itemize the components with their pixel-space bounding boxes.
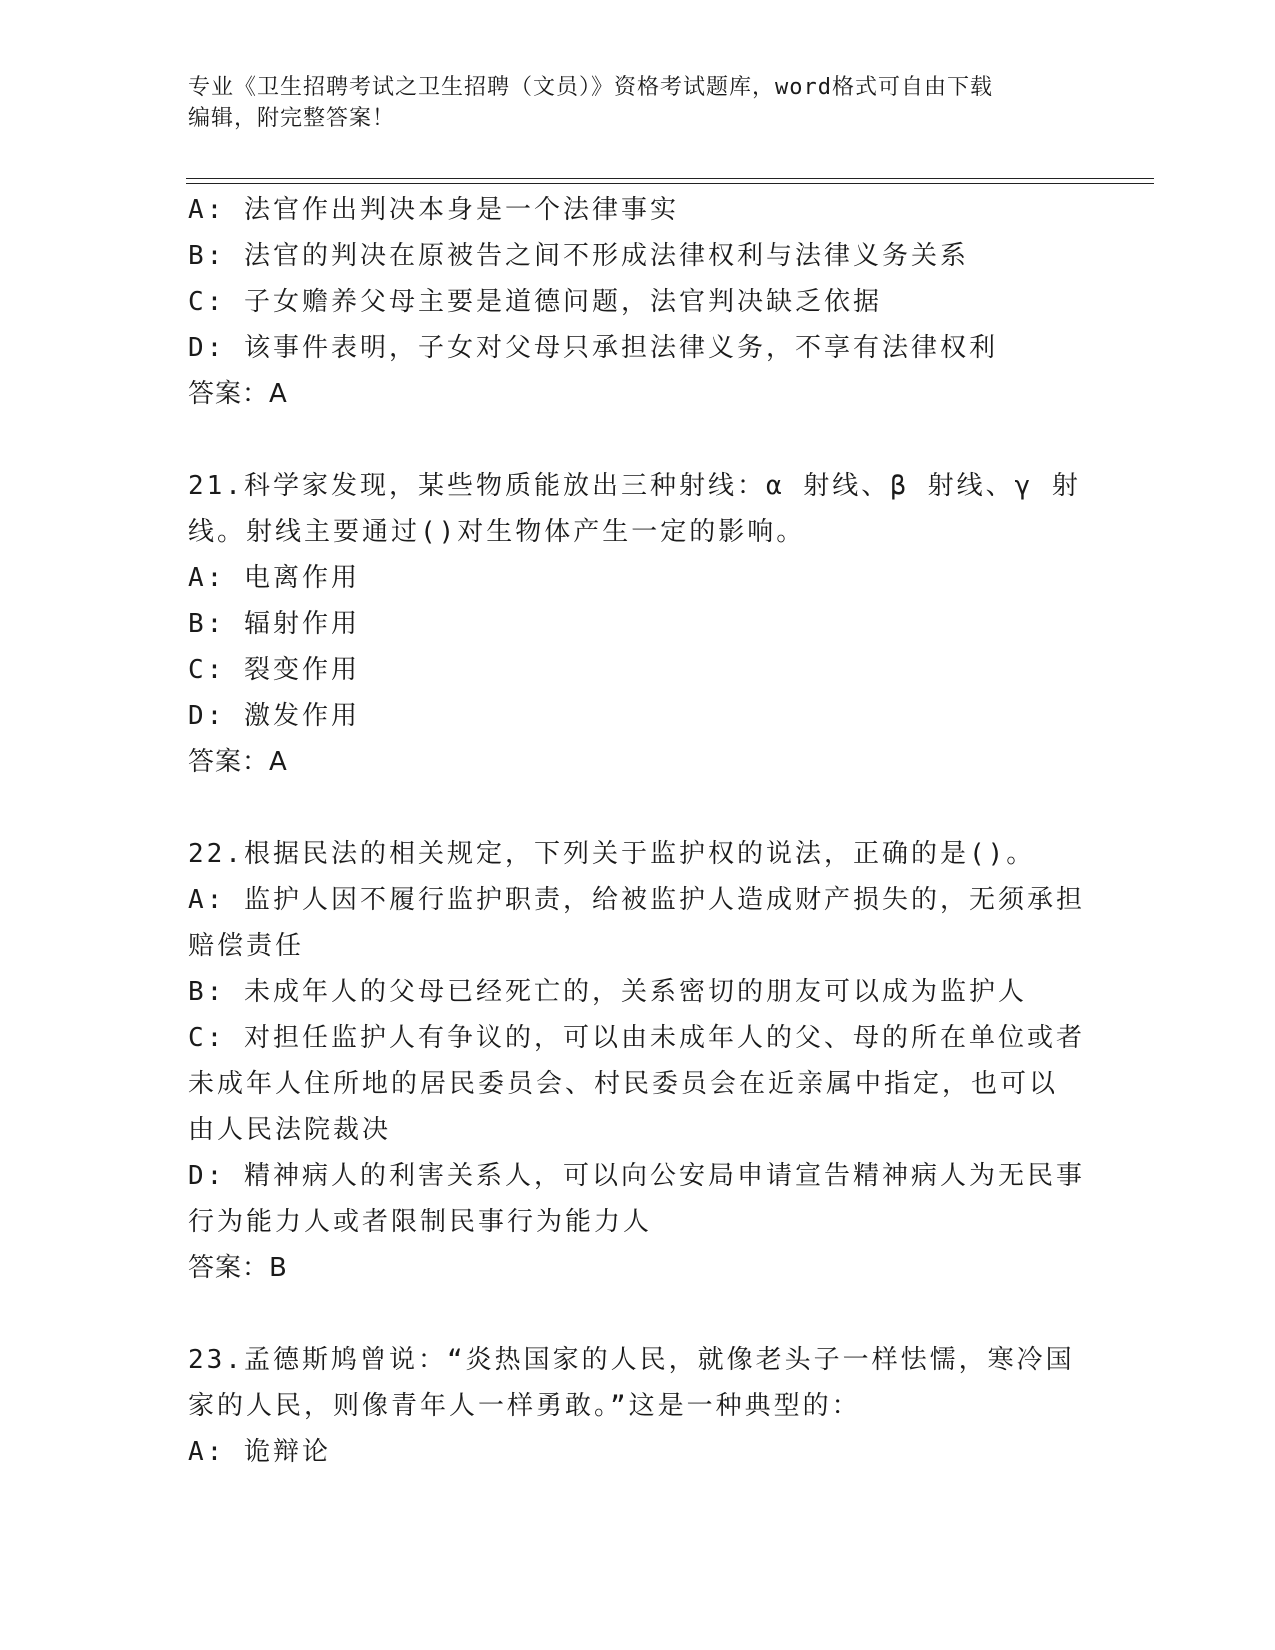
q21-option-b: B: 辐射作用: [188, 609, 360, 639]
spacer: [188, 1291, 1078, 1337]
q22-option-a-line-2: 赔偿责任: [188, 931, 305, 961]
question-21: [188, 463, 1081, 785]
q22-option-d-line-2: 行为能力人或者限制民事行为能力人: [188, 1207, 653, 1237]
header-divider-bottom: [186, 183, 1154, 184]
q20-option-d: D: 该事件表明，子女对父母只承担法律义务，不享有法律权利: [188, 333, 998, 363]
q21-option-d: D: 激发作用: [188, 701, 360, 731]
q21-stem-line-1: 21.科学家发现，某些物质能放出三种射线：α 射线、β 射线、γ 射: [188, 471, 1081, 501]
q20-option-c: C: 子女赡养父母主要是道德问题，法官判决缺乏依据: [188, 287, 882, 317]
question-22: [188, 831, 1085, 1291]
header-divider-top: [186, 178, 1154, 179]
q22-option-a-line-1: A: 监护人因不履行监护职责，给被监护人造成财产损失的，无须承担: [188, 885, 1085, 915]
header-title-line-2: 编辑，附完整答案！: [188, 106, 396, 131]
q22-option-c-line-1: C: 对担任监护人有争议的，可以由未成年人的父、母的所在单位或者: [188, 1023, 1085, 1053]
q20-option-a: A: 法官作出判决本身是一个法律事实: [188, 195, 679, 225]
q22-answer: 答案：B: [188, 1253, 288, 1283]
q23-stem-line-2: 家的人民，则像青年人一样勇敢。”这是一种典型的：: [188, 1391, 861, 1421]
spacer: [188, 417, 1078, 463]
question-content: [188, 187, 1085, 1475]
q20-answer: 答案：A: [188, 379, 288, 409]
q22-stem: 22.根据民法的相关规定，下列关于监护权的说法，正确的是()。: [188, 839, 1036, 869]
question-20-options: [188, 187, 1078, 417]
q21-answer: 答案：A: [188, 747, 288, 777]
q23-option-a: A: 诡辩论: [188, 1437, 331, 1467]
q20-option-b: B: 法官的判决在原被告之间不形成法律权利与法律义务关系: [188, 241, 969, 271]
q23-stem-line-1: 23.孟德斯鸠曾说：“炎热国家的人民，就像老头子一样怯懦，寒冷国: [188, 1345, 1075, 1375]
q22-option-b: B: 未成年人的父母已经死亡的，关系密切的朋友可以成为监护人: [188, 977, 1027, 1007]
question-23: [188, 1337, 1078, 1475]
q22-option-c-line-2: 未成年人住所地的居民委员会、村民委员会在近亲属中指定，也可以: [188, 1069, 1059, 1099]
header-title-line-1: 专业《卫生招聘考试之卫生招聘（文员）》资格考试题库，word格式可自由下载: [188, 75, 993, 100]
q21-stem-line-2: 线。射线主要通过()对生物体产生一定的影响。: [188, 517, 806, 547]
q22-option-c-line-3: 由人民法院裁决: [188, 1115, 392, 1145]
q21-option-a: A: 电离作用: [188, 563, 360, 593]
spacer: [188, 785, 1078, 831]
document-header: [188, 72, 1068, 134]
q21-option-c: C: 裂变作用: [188, 655, 360, 685]
q22-option-d-line-1: D: 精神病人的利害关系人，可以向公安局申请宣告精神病人为无民事: [188, 1161, 1085, 1191]
